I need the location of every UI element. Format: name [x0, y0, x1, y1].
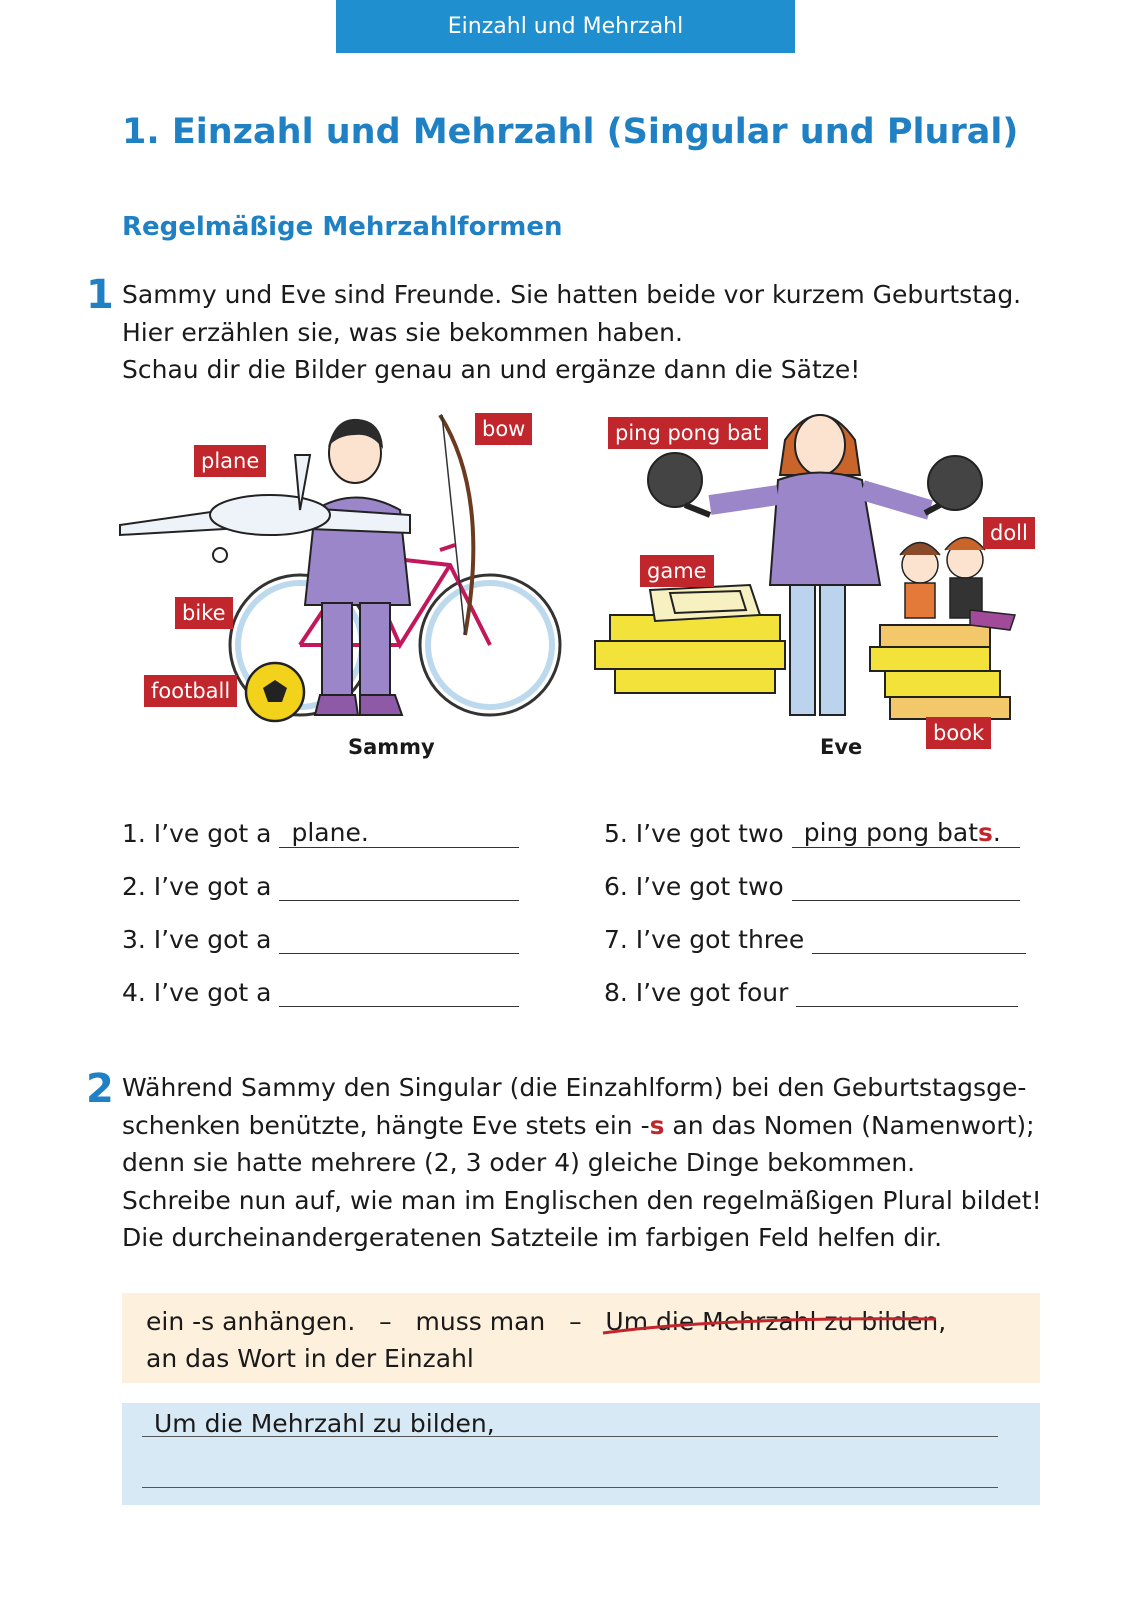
answer-field[interactable]: [792, 871, 1020, 901]
sentence-2: [122, 871, 519, 901]
section-title: Regelmäßige Mehrzahlformen: [122, 212, 563, 242]
phrase-comma: ,: [938, 1307, 947, 1336]
phrase-separator: –: [569, 1307, 582, 1336]
answer-field[interactable]: [279, 871, 519, 901]
answer-field[interactable]: [796, 977, 1018, 1007]
sentence-prefix: 2. I’ve got a: [122, 872, 272, 901]
tag-bike: bike: [175, 597, 233, 629]
sentence-6: [604, 871, 1020, 901]
strike-through-mark: [601, 1305, 941, 1345]
sentence-prefix: 7. I’ve got three: [604, 925, 805, 954]
tag-plane: plane: [194, 445, 266, 477]
sentence-5: [604, 818, 1020, 848]
sentence-prefix: 4. I’ve got a: [122, 978, 272, 1007]
task-1-number: 1: [86, 272, 114, 318]
sentence-prefix: 3. I’ve got a: [122, 925, 272, 954]
plural-s-highlight: s: [978, 818, 993, 847]
task-2-line: Während Sammy den Singular (die Einzahlform) bei den Geburtstagsge-: [122, 1073, 1027, 1102]
written-answer: Um die Mehrzahl zu bilden,: [154, 1409, 495, 1438]
chapter-title: 1. Einzahl und Mehrzahl (Singular und Plural): [122, 112, 1019, 152]
used-phrase: [605, 1303, 938, 1340]
phrase-part: ein -s anhängen.: [146, 1307, 356, 1336]
writing-line: [142, 1436, 998, 1437]
text-segment: an das Nomen (Namenwort);: [664, 1110, 1035, 1140]
birthday-presents-illustration: [110, 405, 1060, 785]
task-2-line: Die durcheinandergeratenen Satzteile im farbigen Feld helfen dir.: [122, 1223, 943, 1252]
book-drawing: [870, 625, 1010, 719]
scrambled-phrases-box: [122, 1293, 1040, 1383]
task-2-line: denn sie hatte mehrere (2, 3 oder 4) gleiche Dinge bekommen.: [122, 1148, 916, 1177]
scrambled-row: an das Wort in der Einzahl: [146, 1344, 474, 1373]
sentence-4: [122, 977, 519, 1007]
sentence-3: [122, 924, 519, 954]
tag-ping-pong-bat: ping pong bat: [608, 417, 768, 449]
phrase-part: muss man: [415, 1307, 546, 1336]
task-2-line: Schreibe nun auf, wie man im Englischen den regelmäßigen Plural bildet!: [122, 1185, 1042, 1215]
tag-football: football: [144, 675, 237, 707]
answer-field[interactable]: plane.: [279, 818, 519, 848]
tag-game: game: [640, 555, 714, 587]
answer-field[interactable]: [279, 924, 519, 954]
sentence-1: [122, 818, 519, 848]
answer-period: .: [992, 818, 1001, 847]
scrambled-row: [146, 1303, 1040, 1340]
task-2-line: [122, 1107, 1042, 1145]
answer-field[interactable]: [792, 818, 1020, 848]
task-1-instructions: [122, 276, 1021, 389]
plural-s-highlight: s: [649, 1110, 665, 1140]
sentence-prefix: 5. I’ve got two: [604, 819, 784, 848]
task-2-instructions: [122, 1069, 1042, 1257]
phrase-part: Um die Mehrzahl zu bilden: [605, 1307, 939, 1336]
tag-doll: doll: [983, 517, 1035, 549]
chapter-tab: [336, 0, 795, 53]
answer-writing-box[interactable]: [122, 1403, 1040, 1505]
sentence-8: [604, 977, 1018, 1007]
caption-eve: Eve: [820, 735, 863, 759]
tag-book: book: [926, 717, 991, 749]
doll-drawing: [900, 538, 1015, 631]
caption-sammy: Sammy: [348, 735, 435, 759]
task-1-line: Hier erzählen sie, was sie bekommen haben.: [122, 317, 683, 347]
task-2-number: 2: [86, 1066, 114, 1112]
sentence-7: [604, 924, 1026, 954]
text-segment: schenken benützte, hängte Eve stets ein -: [122, 1110, 650, 1140]
football-drawing: [246, 663, 304, 721]
sentence-prefix: 8. I’ve got four: [604, 978, 789, 1007]
game-drawing: [595, 585, 785, 693]
task-1-line: Schau dir die Bilder genau an und ergänze dann die Sätze!: [122, 355, 861, 384]
task-1-line: Sammy und Eve sind Freunde. Sie hatten beide vor kurzem Geburtstag.: [122, 280, 1022, 309]
phrase-separator: –: [379, 1307, 392, 1336]
sentence-prefix: 6. I’ve got two: [604, 872, 784, 901]
answer-main: ping pong bat: [803, 818, 978, 847]
writing-line: [142, 1487, 998, 1488]
answer-field[interactable]: [279, 977, 519, 1007]
sentence-prefix: 1. I’ve got a: [122, 819, 272, 848]
answer-field[interactable]: [812, 924, 1026, 954]
chapter-tab-label: Einzahl und Mehrzahl: [447, 14, 684, 39]
tag-bow: bow: [475, 413, 532, 445]
